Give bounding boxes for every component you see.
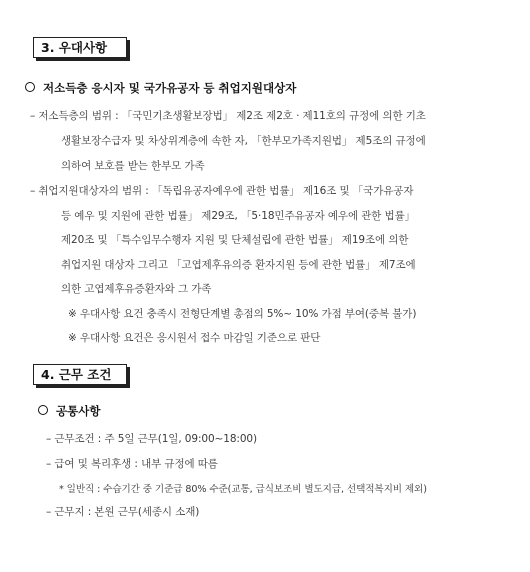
circle-bullet-icon [38, 405, 48, 415]
veteran-definition-line-2: 등 예우 및 지원에 관한 법률」 제29조, 「5·18민주유공자 예우에 관한 법률」 [61, 210, 416, 222]
work-location-line: – 근무지 : 본원 근무(세종시 소재) [46, 506, 200, 518]
probation-pay-note: * 일반직 : 수습기간 중 기준급 80% 수준(교통, 급식보조비 별도지급, 선택적복지비 제외) [59, 484, 427, 495]
section-4-title: 4. 근무 조건 [33, 364, 127, 385]
section-3-subheading [25, 80, 296, 96]
salary-benefits-line: – 급여 및 복리후생 : 내부 규정에 따름 [46, 458, 218, 470]
circle-bullet-icon [25, 82, 35, 92]
veteran-definition-line-1: – 취업지원대상자의 범위 : 「독립유공자예우에 관한 법률」 제16조 및 「국가유공자 [30, 185, 414, 197]
eligibility-date-note: ※ 우대사항 요건은 응시원서 접수 마감일 기준으로 판단 [68, 332, 321, 344]
bonus-points-note: ※ 우대사항 요건 충족시 전형단계별 총점의 5%~ 10% 가점 부여(중복 불가) [68, 308, 417, 320]
section-4-subheading [38, 403, 100, 419]
veteran-definition-line-4: 취업지원 대상자 그리고 「고엽제후유의증 환자지원 등에 관한 법률」 제7조에 [61, 259, 416, 271]
veteran-definition-line-3: 제20조 및 「특수임무수행자 지원 및 단체설립에 관한 법률」 제19조에 의한 [61, 234, 409, 246]
section-3-subheading-text: 저소득층 응시자 및 국가유공자 등 취업지원대상자 [43, 81, 297, 95]
work-schedule-line: – 근무조건 : 주 5일 근무(1일, 09:00~18:00) [46, 433, 258, 445]
low-income-definition-line-3: 의하여 보호를 받는 한부모 가족 [61, 160, 205, 172]
section-4-subheading-text: 공통사항 [56, 404, 101, 418]
veteran-definition-line-5: 의한 고엽제후유증환자와 그 가족 [61, 283, 212, 295]
section-3-title: 3. 우대사항 [33, 37, 127, 58]
low-income-definition-line-2: 생활보장수급자 및 차상위계층에 속한 자, 「한부모가족지원법」 제5조의 규정에 [61, 135, 426, 147]
low-income-definition-line-1: – 저소득층의 범위 : 「국민기초생활보장법」 제2조 제2호 · 제11호의 규정에 의한 기초 [30, 110, 426, 122]
